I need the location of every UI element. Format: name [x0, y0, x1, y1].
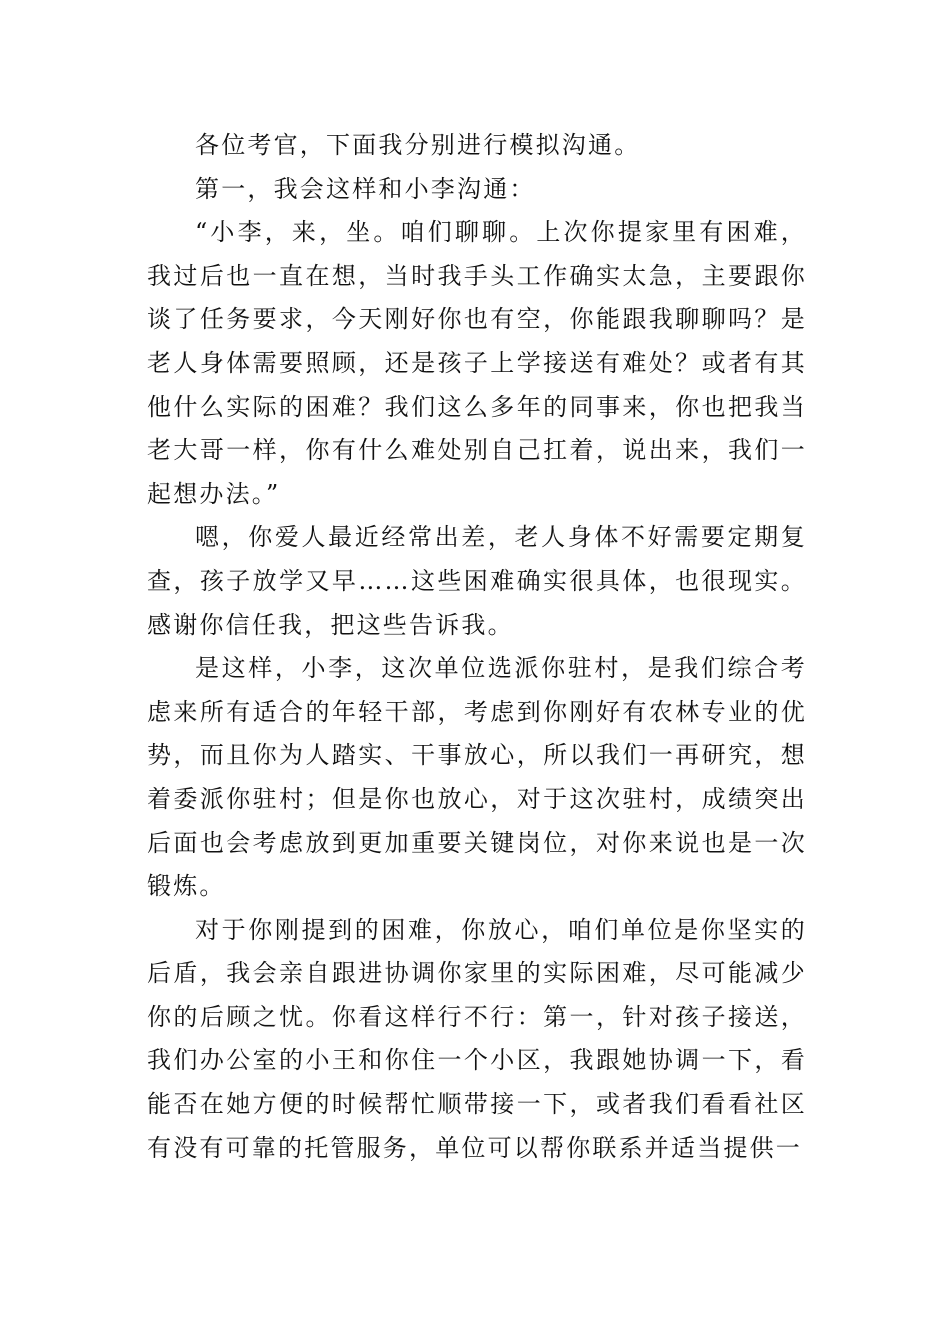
paragraph-first-point: 第一，我会这样和小李沟通： — [195, 174, 536, 203]
paragraph-response: 嗯，你爱人最近经常出差，老人身体不好需要定期复查，孩子放学又早……这些困难确实很具体，也很现实。感谢你信任我，把这些告诉我。 — [147, 523, 807, 639]
paragraph-quote: “小李，来，坐。咱们聊聊。上次你提家里有困难，我过后也一直在想，当时我手头工作确实太急，主要跟你谈了任务要求，今天刚好你也有空，你能跟我聊聊吗？是老人身体需要照顾，还是孩子上学接送有难处？或者有其他什么实际的困难？我们这么多年的同事来，你也把我当老大哥一样，你有什么难处别自己扛着，说出来，我们一起想办法。” — [147, 218, 807, 508]
paragraph-explanation: 是这样，小李，这次单位选派你驻村，是我们综合考虑来所有适合的年轻干部，考虑到你刚好有农林专业的优势，而且你为人踏实、干事放心，所以我们一再研究，想着委派你驻村；但是你也放心，对于这次驻村，成绩突出后面也会考虑放到更加重要关键岗位，对你来说也是一次锻炼。 — [147, 654, 807, 901]
document-body — [147, 124, 807, 1170]
paragraph-solutions: 对于你刚提到的困难，你放心，咱们单位是你坚实的后盾，我会亲自跟进协调你家里的实际困难，尽可能减少你的后顾之忧。你看这样行不行：第一，针对孩子接送，我们办公室的小王和你住一个小区，我跟她协调一下，看能否在她方便的时候帮忙顺带接一下，或者我们看看社区有没有可靠的托管服务，单位可以帮你联系并适当提供一 — [147, 915, 807, 1162]
paragraph-greeting: 各位考官，下面我分别进行模拟沟通。 — [195, 131, 641, 159]
